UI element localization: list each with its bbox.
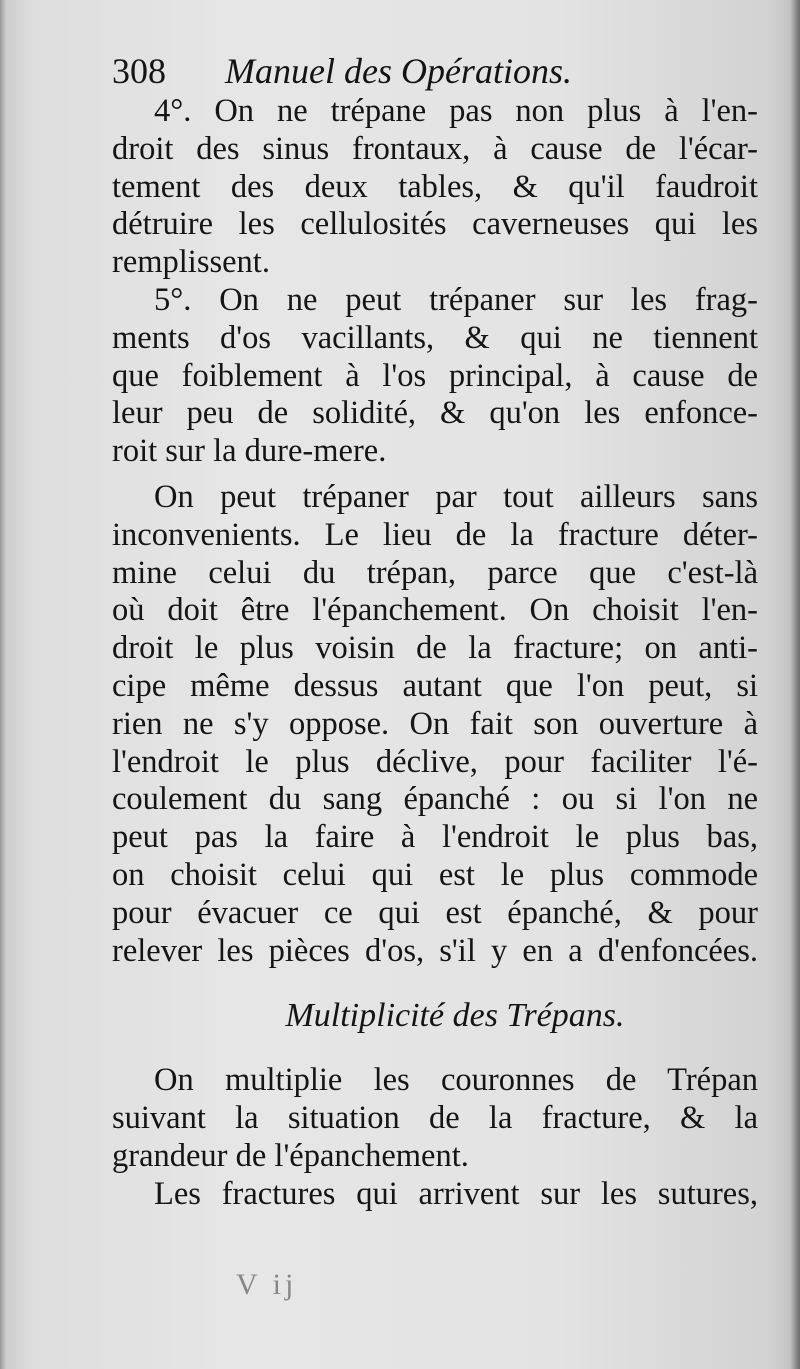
text-line: suivant la situation de la fracture, & la <box>112 1100 758 1137</box>
page-right-edge-shadow <box>790 0 800 1369</box>
text-line: où doit être l'épanchement. On choisit l'en- <box>112 592 758 629</box>
paragraph-fractures <box>112 1176 758 1214</box>
text-line: détruire les cellulosités caverneuses qui les <box>112 206 758 243</box>
section-spacer <box>112 1036 758 1062</box>
paragraph-trepan-location <box>112 479 758 970</box>
text-line: relever les pièces d'os, s'il y en a d'enfoncées. <box>112 932 758 969</box>
page-number: 308 <box>112 51 166 91</box>
text-line: mine celui du trépan, parce que c'est-là <box>112 554 758 591</box>
running-title: Manuel des Opérations. <box>225 51 572 91</box>
page-body <box>112 93 758 1214</box>
text-line: on choisit celui qui est le plus commode <box>112 856 758 893</box>
text-line: On peut trépaner par tout ailleurs sans <box>154 478 758 515</box>
page-left-edge-shadow <box>0 0 6 1369</box>
text-line: roit sur la dure-mere. <box>112 433 387 470</box>
text-line: pour évacuer ce qui est épanché, & pour <box>112 894 758 931</box>
text-line: remplissent. <box>112 244 270 281</box>
text-line: que foiblement à l'os principal, à cause de <box>112 357 758 394</box>
text-line: 4°. On ne trépane pas non plus à l'en- <box>154 93 758 129</box>
signature-mark: V ij <box>236 1268 298 1301</box>
paragraph-4 <box>112 93 758 282</box>
section-spacer <box>112 970 758 996</box>
text-line: On multiplie les couronnes de Trépan <box>154 1062 758 1099</box>
paragraph-5 <box>112 282 758 471</box>
text-line: peut pas la faire à l'endroit le plus bas, <box>112 819 758 856</box>
text-line: coulement du sang épanché : ou si l'on ne <box>112 781 758 818</box>
text-line: leur peu de solidité, & qu'on les enfonce- <box>112 395 758 432</box>
text-line: rien ne s'y oppose. On fait son ouverture à <box>112 705 758 742</box>
paragraph-spacer <box>112 471 758 479</box>
text-line: tement des deux tables, & qu'il faudroit <box>112 168 758 205</box>
text-line: 5°. On ne peut trépaner sur les frag- <box>154 281 758 318</box>
section-title: Multiplicité des Trépans. <box>285 997 625 1035</box>
text-line: cipe même dessus autant que l'on peut, si <box>112 667 758 704</box>
text-line: ments d'os vacillants, & qui ne tiennent <box>112 319 758 356</box>
text-line: droit des sinus frontaux, à cause de l'écar- <box>112 130 758 167</box>
text-line: droit le plus voisin de la fracture; on anti- <box>112 630 758 667</box>
text-line: l'endroit le plus déclive, pour faciliter l'é- <box>112 743 758 780</box>
paragraph-multiply <box>112 1062 758 1175</box>
text-line: inconvenients. Le lieu de la fracture déter- <box>112 516 758 553</box>
text-line: Les fractures qui arrivent sur les sutures, <box>154 1175 758 1212</box>
page-header <box>112 50 772 92</box>
text-line: grandeur de l'épanchement. <box>112 1137 469 1174</box>
